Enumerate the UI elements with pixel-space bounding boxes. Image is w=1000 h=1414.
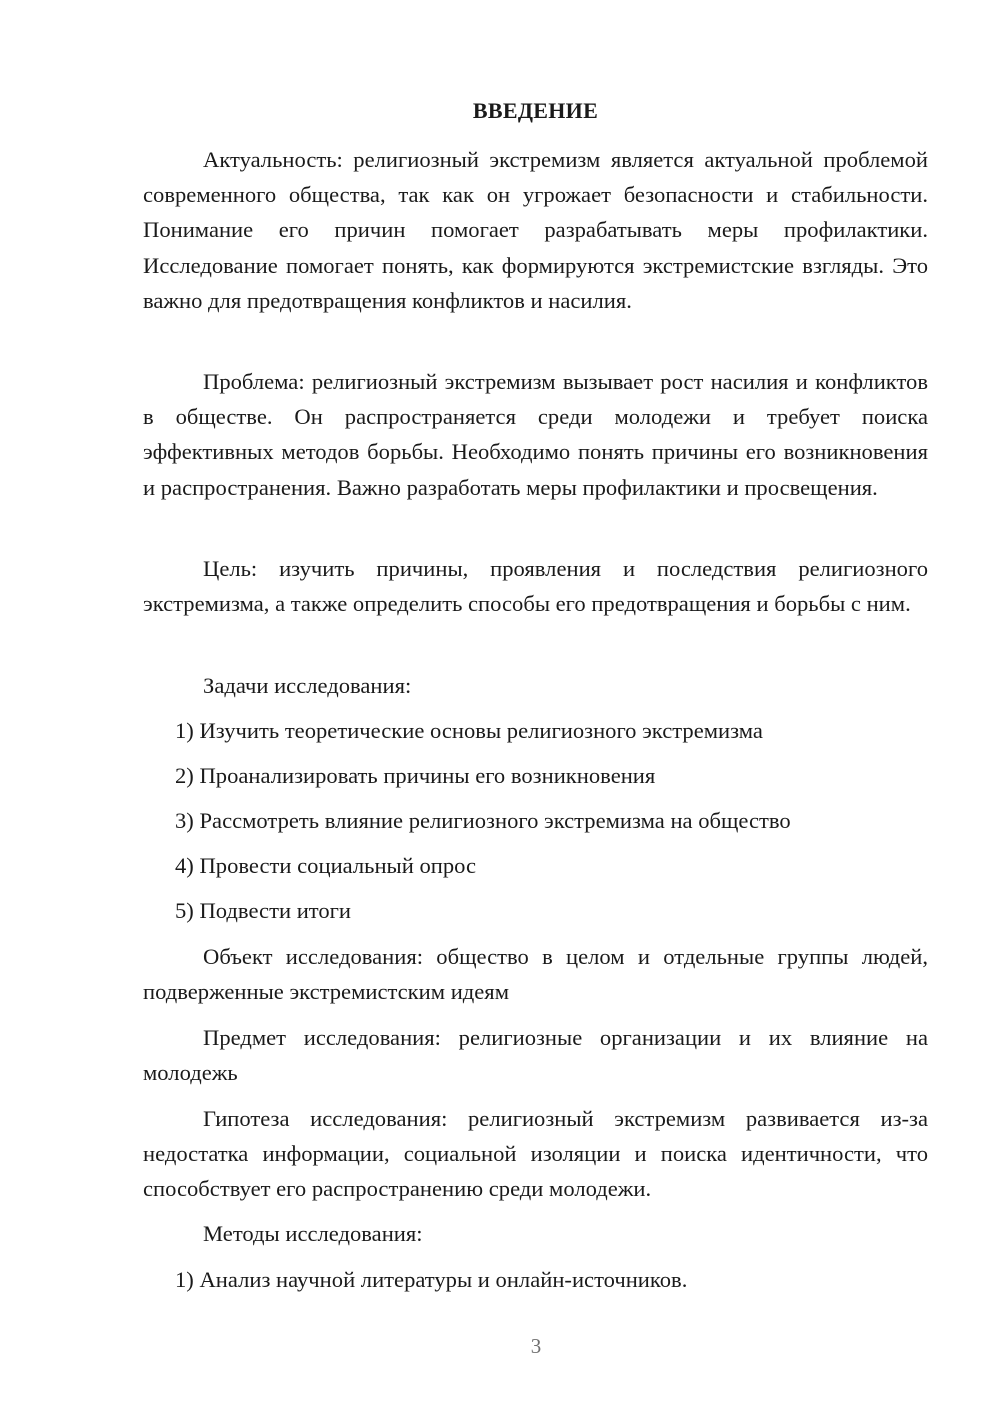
relevance-paragraph: Актуальность: религиозный экстремизм является актуальной проблемой современного общества, так как он угрожает безопасности и стабильности. Понимание его причин помогает разрабатывать меры профилактики. Исследование помогает понять, как формируются экстремистские взгляды. Это важно для предотвращения конфликтов и насилия. xyxy=(143,147,928,313)
problem-paragraph: Проблема: религиозный экстремизм вызывает рост насилия и конфликтов в обществе. Он распространяется среди молодежи и требует поиска эффективных методов борьбы. Необходимо понять причины его возникновения и распространения. Важно разработать меры профилактики и просвещения. xyxy=(143,369,928,500)
page-number: 3 xyxy=(530,1334,542,1358)
task-item: 5) Подвести итоги xyxy=(175,898,352,923)
task-item: 3) Рассмотреть влияние религиозного экстремизма на общество xyxy=(175,808,791,833)
section-heading: ВВЕДЕНИЕ xyxy=(472,98,599,123)
goal-paragraph: Цель: изучить причины, проявления и последствия религиозного экстремизма, а также определить способы его предотвращения и борьбы с ним. xyxy=(143,556,928,617)
method-item: 1) Анализ научной литературы и онлайн-источников. xyxy=(175,1267,688,1292)
task-item: 2) Проанализировать причины его возникновения xyxy=(175,763,656,788)
methods-title: Методы исследования: xyxy=(203,1221,423,1246)
task-item: 1) Изучить теоретические основы религиозного экстремизма xyxy=(175,718,763,743)
task-item: 4) Провести социальный опрос xyxy=(175,853,477,878)
object-paragraph: Объект исследования: общество в целом и отдельные группы людей, подверженные экстремистским идеям xyxy=(143,944,928,1005)
tasks-title: Задачи исследования: xyxy=(203,673,412,698)
hypothesis-paragraph: Гипотеза исследования: религиозный экстремизм развивается из-за недостатка информации, социальной изоляции и поиска идентичности, что способствует его распространению среди молодежи. xyxy=(143,1106,928,1202)
subject-paragraph: Предмет исследования: религиозные организации и их влияние на молодежь xyxy=(143,1025,928,1086)
